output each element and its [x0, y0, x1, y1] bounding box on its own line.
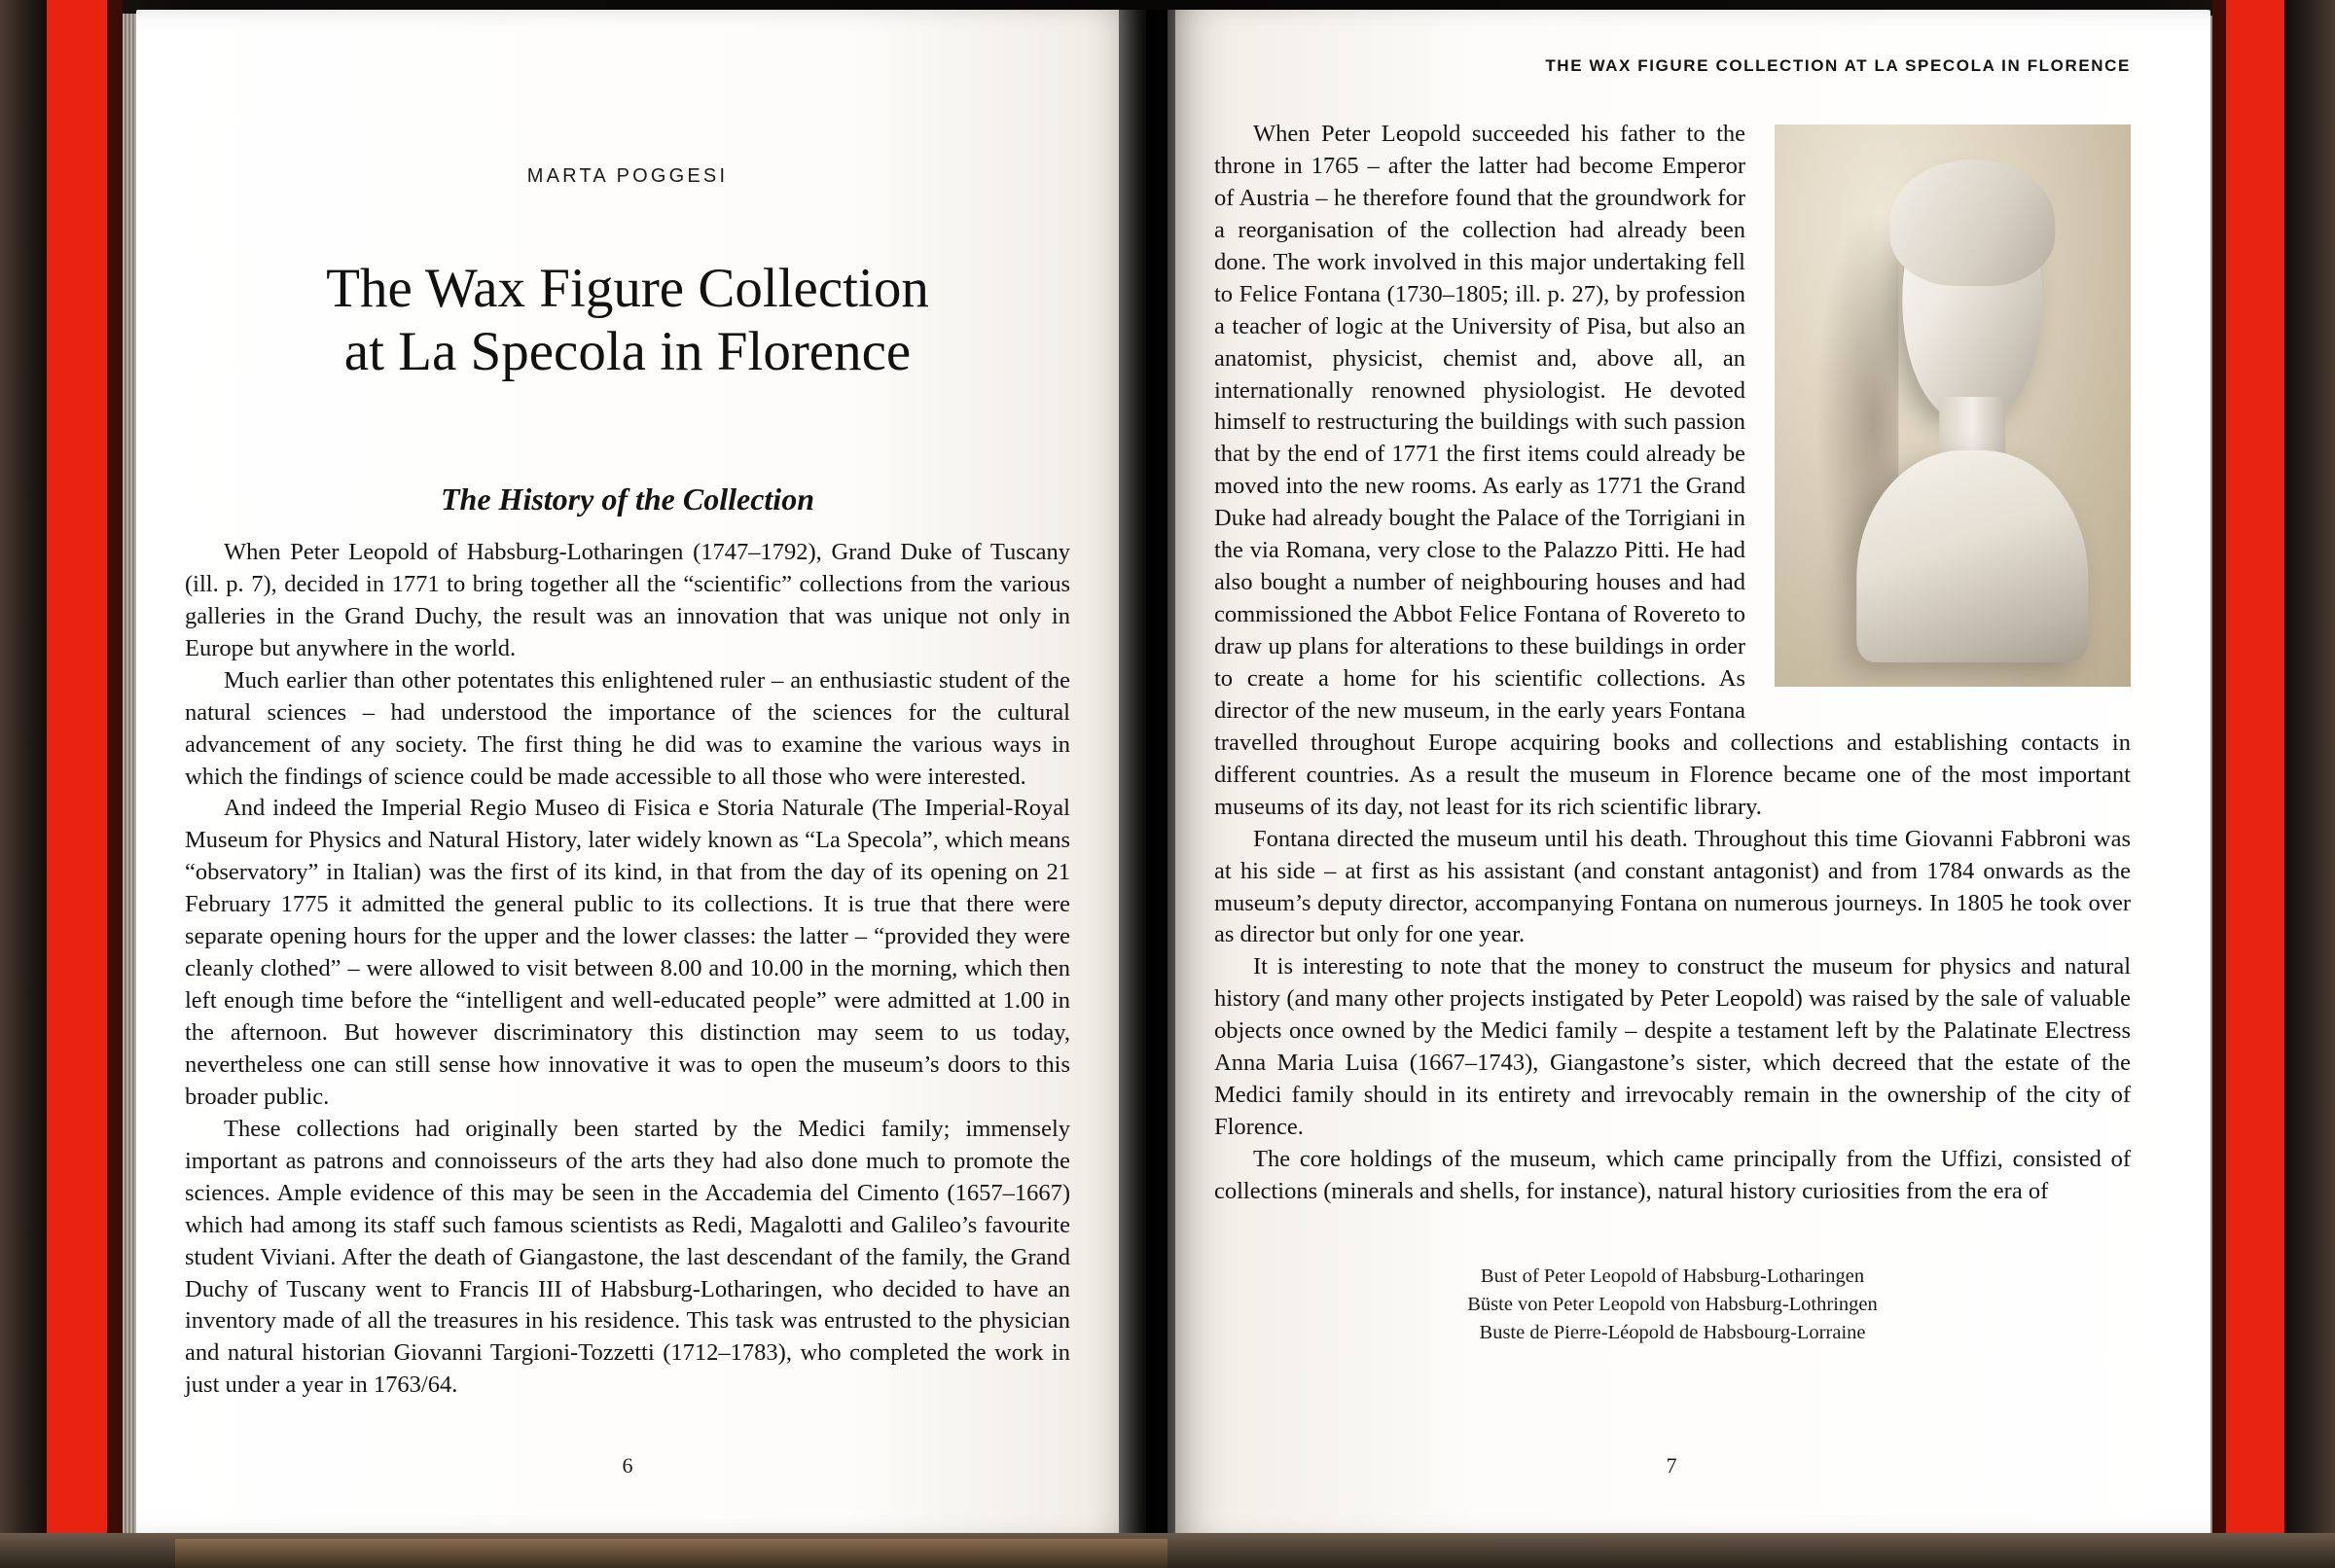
chapter-title	[185, 258, 1070, 384]
table-surface	[0, 1533, 2335, 1568]
book-gutter	[1119, 10, 1175, 1537]
right-paragraph-2: Fontana directed the museum until his death. Throughout this time Giovanni Fabbroni was at his side – at first as his assistant (and constant antagonist) and from 1784 onwards as the museum’s deputy director, accompanying Fontana on numerous journeys. In 1805 he took over as director but only for one year.	[1214, 825, 2131, 948]
figure-caption	[1214, 1263, 2131, 1347]
figure-caption-fr: Buste de Pierre-Léopold de Habsbourg-Lorraine	[1479, 1322, 1866, 1344]
section-heading: The History of the Collection	[441, 481, 814, 517]
page-number-right: 7	[1666, 1453, 1677, 1478]
left-paragraph-1: When Peter Leopold of Habsburg-Lotharingen (1747–1792), Grand Duke of Tuscany (ill. p. 7), decided in 1771 to bring together all the “scientific” collections from the various galleries in the Grand Duchy, the result was an innovation that was unique not only in Europe but anywhere in the world.	[185, 538, 1070, 661]
left-endpaper-shadow	[107, 0, 123, 1568]
right-cover-edge	[2284, 0, 2335, 1568]
chapter-author: MARTA POGGESI	[526, 165, 729, 187]
bust-sculpture-illustration	[1869, 169, 2075, 653]
bust-shoulders	[1857, 450, 2089, 663]
figure-caption-de: Büste von Peter Leopold von Habsburg-Lothringen	[1467, 1293, 1878, 1315]
right-paragraph-1: When Peter Leopold succeeded his father to the throne in 1765 – after the latter had become Emperor of Austria – he therefore found that the groundwork for a reorganisation of the collection had already been done. The work involved in this major undertaking fell to Felice Fontana (1730–1805; ill. p. 27), by profession a teacher of logic at the University of Pisa, but also an anatomist, physicist, chemist and, above all, an internationally renowned physiologist. He devoted himself to restructuring the buildings with such passion that by the end of 1771 the first items could already be moved into the new rooms. As early as 1771 the Grand Duke had already bought the Palace of the Torrigiani in the via Romana, very close to the Palazzo Pitti. He had also bought a number of neighbouring houses and had commissioned the Abbot Felice Fontana of Rovereto to draw up plans for alterations to these buildings in order to create a home for his scientific collections. As director of the new museum, in the early years Fontana travelled throughout Europe acquiring books and collections and establishing contacts in different countries. As a result the museum in Florence became one of the most important museums of its day, not least for its rich scientific library.	[1214, 121, 2131, 820]
left-page-content	[185, 117, 1070, 1402]
running-head: THE WAX FIGURE COLLECTION AT LA SPECOLA IN FLORENCE	[1545, 56, 2131, 75]
bust-photograph	[1775, 125, 2131, 687]
chapter-title-line-2: at La Specola in Florence	[343, 320, 912, 382]
table-surface-highlight	[175, 1539, 1168, 1568]
bust-hair	[1890, 160, 2056, 285]
left-red-endpaper	[47, 0, 107, 1568]
left-paragraph-4: These collections had originally been started by the Medici family; immensely important as patrons and connoisseurs of the arts they had also done much to promote the sciences. Ample evidence of this may be seen in the Accademia del Cimento (1657–1667) which had among its staff such famous scientists as Redi, Magalotti and Galileo’s favourite student Viviani. After the death of Giangastone, the last descendant of the family, the Grand Duchy of Tuscany went to Francis III of Habsburg-Lotharingen, who decided to have an inventory made of all the treasures in his residence. This task was entrusted to the physician and natural historian Giovanni Targioni-Tozzetti (1712–1783), who completed the work in just under a year in 1763/64.	[185, 1115, 1070, 1399]
right-endpaper-shadow	[2212, 0, 2226, 1568]
chapter-title-line-1: The Wax Figure Collection	[326, 258, 929, 319]
figure-caption-en: Bust of Peter Leopold of Habsburg-Lotharingen	[1480, 1265, 1865, 1287]
left-paragraph-2: Much earlier than other potentates this enlightened ruler – an enthusiastic student of the natural sciences – had understood the importance of the sciences for the cultural advancement of any society. The first thing he did was to examine the various ways in which the findings of science could be made accessible to all those who were interested.	[185, 666, 1070, 790]
right-paragraph-3: It is interesting to note that the money to construct the museum for physics and natural history (and many other projects instigated by Peter Leopold) was raised by the sale of valuable objects once owned by the Medici family – despite a testament left by the Palatinate Electress Anna Maria Luisa (1667–1743), Giangastone’s sister, which decreed that the estate of the Medici family should in its entirety and irrevocably remain in the ownership of the city of Florence.	[1214, 953, 2131, 1141]
right-paragraph-4: The core holdings of the museum, which came principally from the Uffizi, consisted of collections (minerals and shells, for instance), natural history curiosities from the era of	[1214, 1146, 2131, 1204]
left-cover-edge	[0, 0, 47, 1568]
left-paragraph-3: And indeed the Imperial Regio Museo di Fisica e Storia Naturale (The Imperial-Royal Museum for Physics and Natural History, later widely known as “La Specola”, which means “observatory” in Italian) was the first of its kind, in that from the day of its opening on 21 February 1775 it admitted the general public to its collections. It is true that there were separate opening hours for the upper and the lower classes: the latter – “provided they were cleanly clothed” – were allowed to visit between 8.00 and 10.00 in the morning, which then left enough time before the “intelligent and well-educated people” were admitted at 1.00 in the afternoon. But however discriminatory this distinction may seem to us today, nevertheless one can still sense how innovative it was to open the museum’s doors to this broader public.	[185, 795, 1070, 1110]
right-page-content	[1214, 56, 2131, 1347]
right-red-endpaper	[2226, 0, 2284, 1568]
page-number-left: 6	[622, 1453, 633, 1478]
